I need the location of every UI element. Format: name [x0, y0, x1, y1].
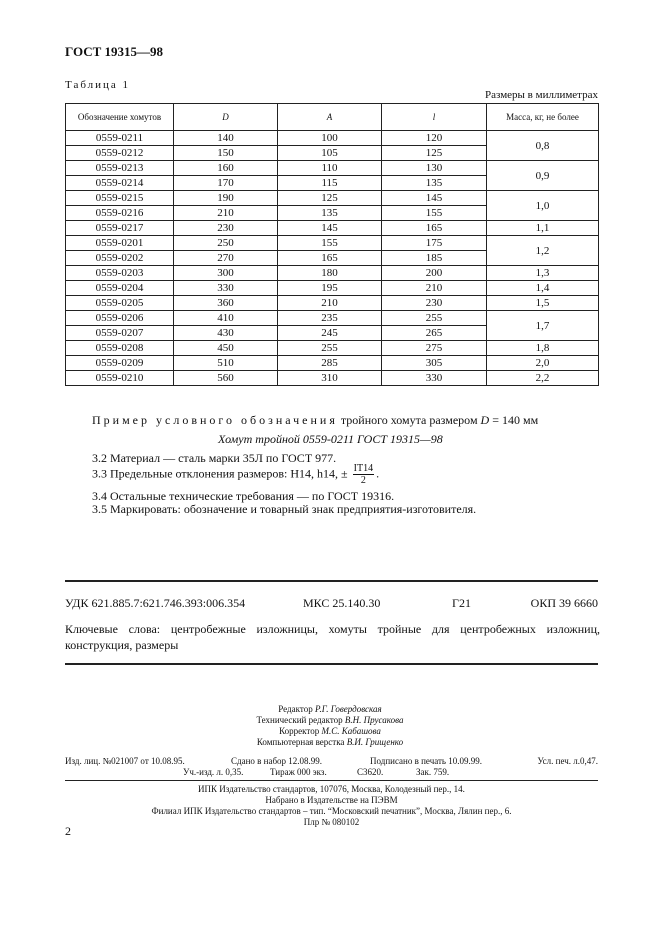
example-text: тройного хомута размером: [340, 413, 478, 427]
cell-a: 145: [278, 221, 382, 236]
cell-d: 300: [174, 266, 278, 281]
cell-d: 150: [174, 146, 278, 161]
cell-a: 255: [278, 341, 382, 356]
cell-l: 265: [382, 326, 487, 341]
cell-a: 195: [278, 281, 382, 296]
cell-code: 0559-0211: [66, 131, 174, 146]
example-value: = 140 мм: [489, 413, 539, 427]
publisher-line: Набрано в Издательстве на ПЭВМ: [265, 795, 398, 805]
cell-code: 0559-0213: [66, 161, 174, 176]
imprint-submitted: Сдано в набор 12.08.99.: [231, 756, 323, 766]
credit-layout: [100, 737, 560, 747]
cell-l: 200: [382, 266, 487, 281]
column-header-d: D: [174, 104, 278, 131]
table-row: [66, 296, 599, 311]
credit-label: Компьютерная верстка: [256, 737, 345, 747]
cell-a: 310: [278, 371, 382, 386]
cell-l: 165: [382, 221, 487, 236]
table-row: [66, 221, 599, 236]
cell-mass: 1,3: [487, 266, 599, 281]
cell-l: 210: [382, 281, 487, 296]
imprint-ed-sheets: Уч.-изд. л. 0,35.: [183, 767, 244, 777]
udk-code: УДК 621.885.7:621.746.393:006.354: [65, 596, 246, 610]
cell-mass: 1,2: [487, 236, 599, 266]
cell-d: 160: [174, 161, 278, 176]
cell-l: 125: [382, 146, 487, 161]
cell-mass: 2,0: [487, 356, 599, 371]
document-header: ГОСТ 19315—98: [65, 44, 164, 59]
mks-code: МКС 25.140.30: [303, 596, 381, 610]
publisher-line: Плр № 080102: [303, 817, 360, 827]
clause-3-3-end: .: [376, 466, 380, 481]
column-header-l: l: [382, 104, 487, 131]
cell-code: 0559-0201: [66, 236, 174, 251]
cell-a: 105: [278, 146, 382, 161]
cell-l: 330: [382, 371, 487, 386]
cell-code: 0559-0212: [66, 146, 174, 161]
cell-mass: 2,2: [487, 371, 599, 386]
divider: [65, 580, 598, 582]
column-header-a: A: [278, 104, 382, 131]
cell-l: 305: [382, 356, 487, 371]
cell-l: 145: [382, 191, 487, 206]
table-row: [66, 191, 599, 206]
credit-editor: [100, 704, 560, 714]
example-lead: Пример условного обозначения: [92, 413, 338, 427]
table-row: [66, 356, 599, 371]
cell-l: 255: [382, 311, 487, 326]
table-row: [66, 236, 599, 251]
example-designation-line: [92, 413, 538, 428]
cell-l: 230: [382, 296, 487, 311]
cell-d: 270: [174, 251, 278, 266]
cell-d: 210: [174, 206, 278, 221]
cell-code: 0559-0202: [66, 251, 174, 266]
cell-d: 230: [174, 221, 278, 236]
table-row: [66, 371, 599, 386]
credit-person: М.С. Кабашова: [321, 726, 381, 736]
credit-label: Технический редактор: [256, 715, 343, 725]
clause-3-2: 3.2 Материал — сталь марки 35Л по ГОСТ 977.: [92, 451, 337, 465]
clause-3-3: [92, 463, 379, 486]
cell-a: 135: [278, 206, 382, 221]
cell-d: 510: [174, 356, 278, 371]
fraction-denominator: 2: [360, 475, 366, 486]
table-row: [66, 266, 599, 281]
cell-d: 430: [174, 326, 278, 341]
cell-d: 170: [174, 176, 278, 191]
cell-mass: 1,7: [487, 311, 599, 341]
cell-l: 275: [382, 341, 487, 356]
cell-a: 210: [278, 296, 382, 311]
cell-d: 450: [174, 341, 278, 356]
table-row: [66, 311, 599, 326]
cell-a: 180: [278, 266, 382, 281]
cell-l: 175: [382, 236, 487, 251]
group-code: Г21: [452, 596, 471, 610]
credit-person: В.И. Грищенко: [346, 737, 404, 747]
table-caption: Таблица 1: [65, 79, 131, 91]
table-units-note: Размеры в миллиметрах: [485, 89, 598, 101]
cell-l: 130: [382, 161, 487, 176]
table-body: [66, 131, 599, 386]
cell-mass: 0,8: [487, 131, 599, 161]
cell-l: 155: [382, 206, 487, 221]
credit-person: В.Н. Прусакова: [344, 715, 404, 725]
cell-mass: 1,8: [487, 341, 599, 356]
table-header-row: [66, 104, 599, 131]
table-row: [66, 341, 599, 356]
dimensions-table: [65, 103, 599, 386]
credit-tech-editor: [100, 715, 560, 725]
cell-d: 330: [174, 281, 278, 296]
tolerance-fraction: [353, 463, 374, 486]
divider: [65, 663, 598, 665]
cell-code: 0559-0216: [66, 206, 174, 221]
publisher-line: Филиал ИПК Издательство стандартов – тип. “Московский печатник”, Москва, Лялин пер., 6.: [151, 806, 512, 816]
cell-code: 0559-0217: [66, 221, 174, 236]
cell-mass: 0,9: [487, 161, 599, 191]
imprint-order-code: С3620.: [357, 767, 384, 777]
cell-code: 0559-0214: [66, 176, 174, 191]
cell-l: 185: [382, 251, 487, 266]
cell-a: 285: [278, 356, 382, 371]
cell-mass: 1,5: [487, 296, 599, 311]
cell-l: 120: [382, 131, 487, 146]
imprint-run: Тираж 000 экз.: [270, 767, 327, 777]
divider: [65, 780, 598, 781]
table-row: [66, 131, 599, 146]
cell-code: 0559-0206: [66, 311, 174, 326]
clause-3-3-text: 3.3 Предельные отклонения размеров: Н14, h14, ±: [92, 466, 348, 481]
imprint-signed: Подписано в печать 10.09.99.: [370, 756, 483, 766]
imprint-order: Зак. 759.: [416, 767, 450, 777]
keywords: Ключевые слова: центробежные изложницы, хомуты тройные для центробежных изложниц, конструкция, размеры: [65, 622, 600, 652]
cell-a: 100: [278, 131, 382, 146]
okp-code: ОКП 39 6660: [530, 596, 598, 610]
fraction-numerator: IT14: [353, 463, 374, 474]
clause-3-5: 3.5 Маркировать: обозначение и товарный знак предприятия-изготовителя.: [92, 502, 477, 516]
credit-person: Р.Г. Говердовская: [314, 704, 382, 714]
table-row: [66, 281, 599, 296]
example-variable: D: [480, 413, 490, 427]
example-designation: Хомут тройной 0559-0211 ГОСТ 19315—98: [218, 432, 443, 446]
cell-code: 0559-0207: [66, 326, 174, 341]
cell-a: 165: [278, 251, 382, 266]
cell-a: 115: [278, 176, 382, 191]
credit-label: Редактор: [278, 704, 313, 714]
cell-code: 0559-0210: [66, 371, 174, 386]
cell-a: 110: [278, 161, 382, 176]
cell-d: 560: [174, 371, 278, 386]
publisher-line: ИПК Издательство стандартов, 107076, Москва, Колодезный пер., 14.: [198, 784, 465, 794]
page-number: 2: [65, 824, 71, 838]
cell-mass: 1,1: [487, 221, 599, 236]
column-header-mass: Масса, кг, не более: [487, 104, 599, 131]
cell-code: 0559-0203: [66, 266, 174, 281]
table-row: [66, 161, 599, 176]
cell-d: 250: [174, 236, 278, 251]
cell-code: 0559-0205: [66, 296, 174, 311]
cell-a: 235: [278, 311, 382, 326]
credit-label: Корректор: [279, 726, 320, 736]
column-header-code: Обозначение хомутов: [66, 104, 174, 131]
imprint-license: Изд. лиц. №021007 от 10.08.95.: [65, 756, 185, 766]
cell-a: 125: [278, 191, 382, 206]
cell-code: 0559-0209: [66, 356, 174, 371]
cell-d: 410: [174, 311, 278, 326]
cell-l: 135: [382, 176, 487, 191]
imprint-sheets: Усл. печ. л.0,47.: [537, 756, 598, 766]
cell-mass: 1,4: [487, 281, 599, 296]
cell-mass: 1,0: [487, 191, 599, 221]
cell-a: 245: [278, 326, 382, 341]
credit-corrector: [100, 726, 560, 736]
cell-d: 190: [174, 191, 278, 206]
cell-code: 0559-0208: [66, 341, 174, 356]
cell-d: 140: [174, 131, 278, 146]
cell-d: 360: [174, 296, 278, 311]
cell-a: 155: [278, 236, 382, 251]
clause-3-4: 3.4 Остальные технические требования — по ГОСТ 19316.: [92, 489, 395, 503]
cell-code: 0559-0215: [66, 191, 174, 206]
cell-code: 0559-0204: [66, 281, 174, 296]
